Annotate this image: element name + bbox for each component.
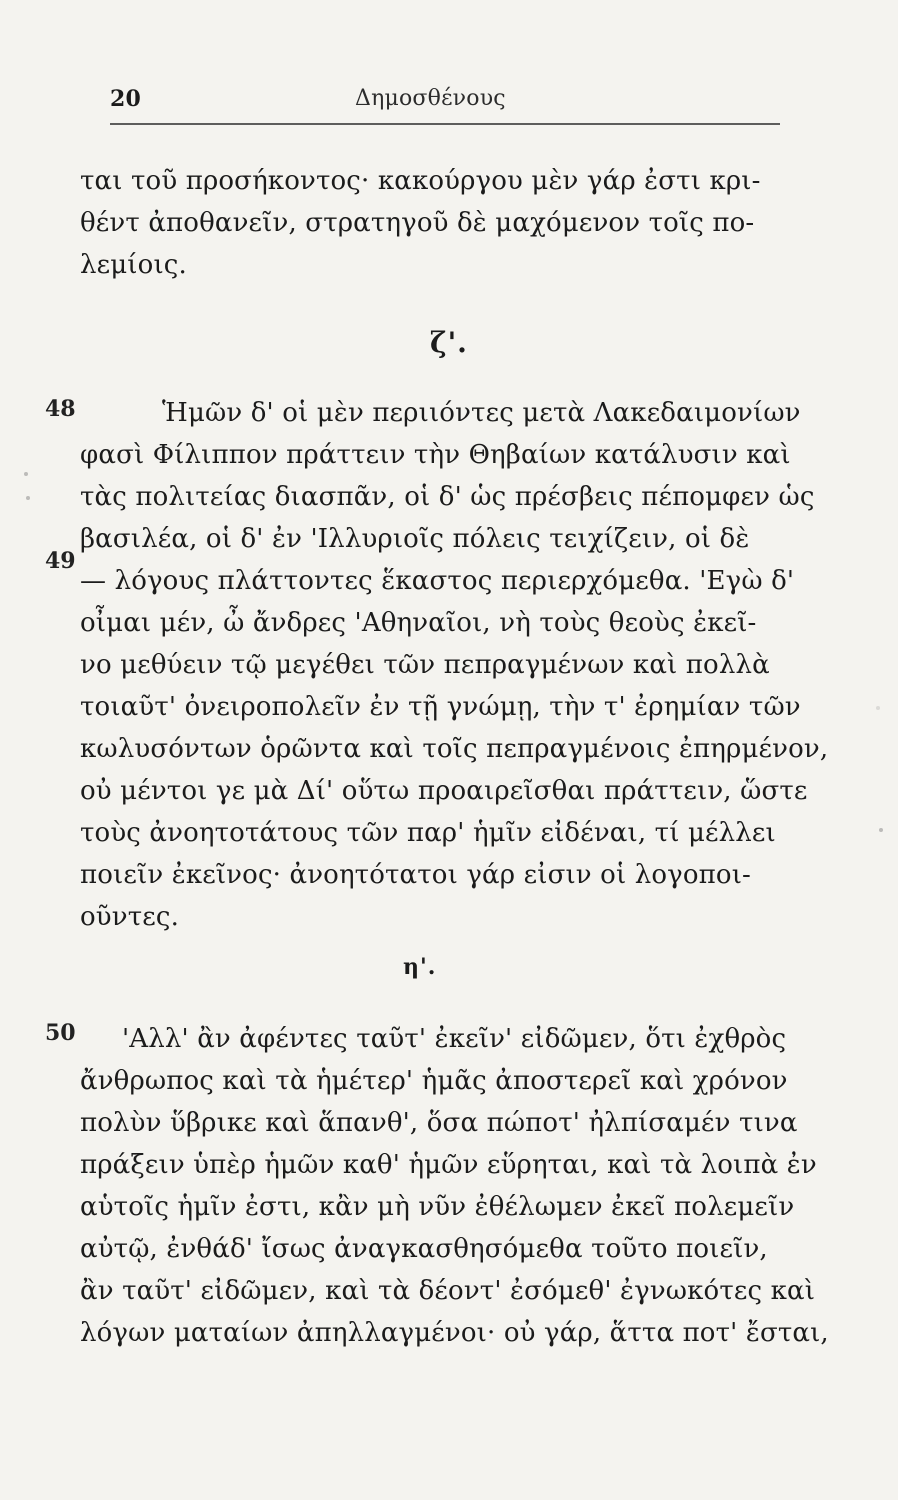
text-line: οἶμαι μέν, ὦ ἄνδρες 'Αθηναῖοι, νὴ τοὺς θεοὺς ἐκεῖ- (80, 608, 757, 638)
text-line: πολὺν ὕβρικε καὶ ἅπανθ', ὅσα πώποτ' ἠλπίσαμέν τινα (80, 1108, 798, 1138)
text-line: οὐ μέντοι γε μὰ Δί' οὕτω προαιρεῖσθαι πράττειν, ὥστε (80, 776, 808, 806)
text-line: αὑτοῖς ἡμῖν ἐστι, κἂν μὴ νῦν ἐθέλωμεν ἐκεῖ πολεμεῖν (80, 1192, 795, 1222)
margin-number-49: 49 (45, 548, 76, 574)
text-line: Ἡμῶν δ' οἱ μὲν περιιόντες μετὰ Λακεδαιμονίων (162, 398, 801, 428)
text-line: τοὺς ἀνοητοτάτους τῶν παρ' ἡμῖν εἰδέναι, τί μέλλει (80, 818, 776, 848)
text-line: ται τοῦ προσήκοντος· κακούργου μὲν γάρ ἐστι κρι- (80, 166, 761, 196)
section-marker-eta: η'. (403, 954, 437, 980)
paper-speck (876, 706, 880, 710)
running-head (110, 86, 780, 120)
margin-number-50: 50 (45, 1020, 76, 1046)
text-line: πράξειν ὑπὲρ ἡμῶν καθ' ἡμῶν εὕρηται, καὶ τὰ λοιπὰ ἐν (80, 1150, 817, 1180)
header-rule (110, 123, 780, 125)
section-marker-zeta: ζ'. (430, 326, 468, 359)
text-line: τὰς πολιτείας διασπᾶν, οἱ δ' ὡς πρέσβεις πέπομφεν ὡς (80, 482, 815, 512)
text-line: κωλυσόντων ὁρῶντα καὶ τοῖς πεπραγμένοις ἐπηρμένον, (80, 734, 829, 764)
text-line: οῦντες. (80, 902, 179, 932)
text-line: νο μεθύειν τῷ μεγέθει τῶν πεπραγμένων καὶ πολλὰ (80, 650, 770, 680)
text-line: ἄνθρωπος καὶ τὰ ἡμέτερ' ἡμᾶς ἀποστερεῖ καὶ χρόνον (80, 1066, 788, 1096)
text-line: ἂν ταῦτ' εἰδῶμεν, καὶ τὰ δέοντ' ἐσόμεθ' ἐγνωκότες καὶ (80, 1276, 816, 1306)
text-line: — λόγους πλάττοντες ἕκαστος περιερχόμεθα. 'Εγὼ δ' (80, 566, 795, 596)
paper-speck (879, 828, 883, 832)
text-line: ποιεῖν ἐκεῖνος· ἀνοητότατοι γάρ εἰσιν οἱ λογοποι- (80, 860, 751, 890)
text-line: τοιαῦτ' ὀνειροπολεῖν ἐν τῇ γνώμῃ, τὴν τ' ἐρημίαν τῶν (80, 692, 801, 722)
text-line: λόγων ματαίων ἀπηλλαγμένοι· οὐ γάρ, ἅττα ποτ' ἔσται, (80, 1318, 829, 1348)
margin-number-48: 48 (45, 396, 76, 422)
page-number: 20 (110, 86, 142, 112)
text-line: βασιλέα, οἱ δ' ἐν 'Ιλλυριοῖς πόλεις τειχίζειν, οἱ δὲ (80, 524, 750, 554)
text-line: αὐτῷ, ἐνθάδ' ἴσως ἀναγκασθησόμεθα τοῦτο ποιεῖν, (80, 1234, 768, 1264)
paper-speck (24, 472, 28, 476)
running-title: Δημοσθένους (355, 86, 506, 111)
text-line: φασὶ Φίλιππον πράττειν τὴν Θηβαίων κατάλυσιν καὶ (80, 440, 791, 470)
text-line: θέντ ἀποθανεῖν, στρατηγοῦ δὲ μαχόμενον τοῖς πο- (80, 208, 755, 238)
paper-speck (26, 496, 30, 500)
text-line: λεμίοις. (80, 250, 187, 280)
text-line: 'Αλλ' ἂν ἀφέντες ταῦτ' ἐκεῖν' εἰδῶμεν, ὅτι ἐχθρὸς (122, 1024, 787, 1054)
